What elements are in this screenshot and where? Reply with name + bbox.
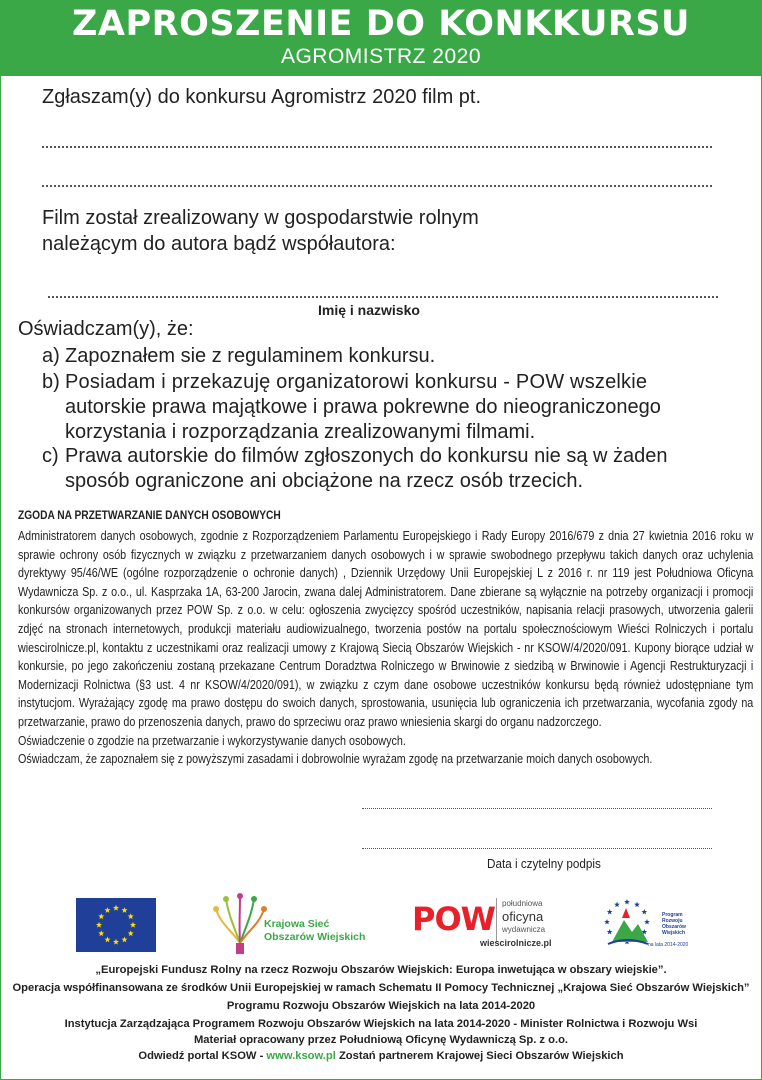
item-text: sposób ograniczone ani obciążone na rzecz osób trzecich. <box>65 470 584 492</box>
star-icon <box>624 899 630 904</box>
name-label: Imię i nazwisko <box>318 302 420 318</box>
star-icon <box>607 909 613 914</box>
pow-logo <box>412 898 562 952</box>
footer-line-2: Operacja współfinansowana ze środków Unii Europejskiej w ramach Schematu II Pomocy Technicznej „Krajowa Sieć Obszarów Wiejskich” <box>12 982 750 994</box>
item-label: c) <box>42 445 59 467</box>
item-text: Posiadam i przekazuję organizatorowi konkursu - POW wszelkie <box>65 371 648 393</box>
item-text: Zapoznałem sie z regulaminem konkursu. <box>65 345 436 367</box>
footer-partner-text: Zostań partnerem Krajowej Sieci Obszarów Wiejskich <box>335 1050 624 1062</box>
consent-declaration: Oświadczam, że zapoznałem się z powyższymi zasadami i dobrowolnie wyrażam zgodę na przetwarzanie moich danych osobowych. <box>18 752 653 767</box>
footer-line-4: Instytucja Zarządzająca Programem Rozwoju Obszarów Wiejskich na lata 2014-2020 - Minister Rolnictwa i Rozwoju Wsi <box>64 1018 698 1030</box>
star-icon <box>607 929 613 934</box>
footer-line-1: „Europejski Fundusz Rolny na rzecz Rozwoju Obszarów Wiejskich: Europa inwetująca w obszary wiejskie”. <box>95 964 667 976</box>
pow-brand-3: wydawnicza <box>502 925 546 934</box>
pow-logo-text: POW <box>412 900 495 938</box>
item-text: Prawa autorskie do filmów zgłoszonych do konkursu nie są w żaden <box>65 445 668 467</box>
signature-line-1[interactable] <box>362 808 712 809</box>
footer-visit-text: Odwiedź portal KSOW - <box>138 1050 267 1062</box>
farm-prompt-line-1: Film został zrealizowany w gospodarstwie rolnym <box>42 207 479 229</box>
prow-logo <box>598 898 698 954</box>
film-title-field-line-2[interactable] <box>42 185 712 187</box>
star-icon <box>634 902 640 907</box>
ksow-logo <box>212 893 372 955</box>
prow-text-3: Obszarów <box>662 924 686 930</box>
prow-text-5: na lata 2014-2020 <box>648 942 689 948</box>
star-icon <box>641 909 647 914</box>
author-name-field[interactable] <box>48 296 718 298</box>
eu-flag-logo <box>76 898 156 952</box>
prow-text-2: Rozwoju <box>662 918 683 924</box>
star-icon <box>644 919 650 924</box>
star-icon <box>604 919 610 924</box>
ksow-flower-icon <box>212 893 268 955</box>
farm-prompt-line-2: należącym do autora bądź współautora: <box>42 233 396 255</box>
film-title-field-line-1[interactable] <box>42 146 712 148</box>
signature-label: Data i czytelny podpis <box>487 856 601 871</box>
declaration-intro: Oświadczam(y), że: <box>18 318 194 340</box>
ksow-link[interactable]: www.ksow.pl <box>266 1050 336 1062</box>
header-banner <box>0 0 762 76</box>
footer-line-5: Materiał opracowany przez Południową Oficynę Wydawniczą Sp. z o.o. <box>193 1034 569 1046</box>
footer-line-6 <box>0 1050 762 1062</box>
pow-site: wiescirolnicze.pl <box>480 938 552 948</box>
item-text: korzystania i rozporządzania zrealizowanymi filmami. <box>65 421 536 443</box>
ksow-text-1: Krajowa Sieć <box>264 918 330 930</box>
signature-line-2[interactable] <box>362 848 712 849</box>
item-label: a) <box>42 345 60 367</box>
prow-text-1: Program <box>662 912 683 918</box>
pow-brand-1: południowa <box>502 899 543 908</box>
item-label: b) <box>42 371 60 393</box>
film-title-prompt: Zgłaszam(y) do konkursu Agromistrz 2020 film pt. <box>42 86 482 108</box>
consent-title: ZGODA NA PRZETWARZANIE DANYCH OSOBOWYCH <box>18 508 281 522</box>
page-subtitle: AGROMISTRZ 2020 <box>280 45 482 68</box>
consent-paragraph: Administratorem danych osobowych, zgodnie z Rozporządzeniem Parlamentu Europejskiego i Rady Europy 2016/679 z dnia 27 kwietnia 2016 roku w sprawie ochrony osób fizycznych w związku z przetwarzaniem danych osobowych i w sprawie swobodnego przepływu takich danych oraz uchylenia dyrektywy 95/46/WE (ogólne rozporządzenie o ochronie danych) , Dziennik Urzędowy Unii Europejskiej L z 2016 r. nr 119 jest Południowa Oficyna Wydawnicza Sp. z o.o., ul. Kasprzaka 1A, 63-200 Jarocin, zwana dalej Administratorem. Dane zbierane są wyłącznie na potrzeby organizacji i promocji konkursów organizowanych przez POW Sp. z o.o. w celu: ogłoszenia zwycięzcy spośród uczestników, napisania relacji prasowych, utworzenia galerii zdjęć na stronach internetowych, produkcji materiału audiowizualnego, tworzenia postów na portalu społecznościowym Wieści Rolniczych i portalu wiescirolnicze.pl, kontaktu z uczestnikami oraz realizacji umowy z Krajową Siecią Obszarów Wiejskich - nr KSOW/4/2020/091. Kupony biorące udział w konkursie, po jego zakończeniu zostaną przekazane Centrum Doradztwa Rolniczego w Brwinowie z siedzibą w Brwinowie i Agencji Restrukturyzacji i Modernizacji Rolnictwa (§3 ust. 4 nr KSOW/4/2020/091), w związku z czym dane osobowe uczestników konkursu będą również udostępniane tym instytucjom. Wyrażający zgodę ma prawo dostępu do swoich danych, sprostowania, usunięcia lub ograniczenia ich przetwarzania, wycofania zgody na przetwarzanie, prawo do przenoszenia danych, prawo do sprzeciwu oraz prawo wniesienia skargi do organu nadzorczego. <box>18 529 754 729</box>
footer-line-3: Programu Rozwoju Obszarów Wiejskich na lata 2014-2020 <box>226 1000 536 1012</box>
consent-statement: Oświadczenie o zgodzie na przetwarzanie i wykorzystywanie danych osobowych. <box>18 733 406 748</box>
consent-body <box>18 527 753 769</box>
page-title: ZAPROSZENIE DO KONKKURSU <box>72 4 690 44</box>
item-text: autorskie prawa majątkowe i prawa pokrewne do nieograniczonego <box>65 396 661 418</box>
eu-flag-icon <box>76 898 156 952</box>
pow-brand-2: oficyna <box>502 909 544 924</box>
star-icon <box>614 902 620 907</box>
ksow-text-2: Obszarów Wiejskich <box>264 931 366 943</box>
prow-text-4: Wiejskich <box>662 930 686 936</box>
